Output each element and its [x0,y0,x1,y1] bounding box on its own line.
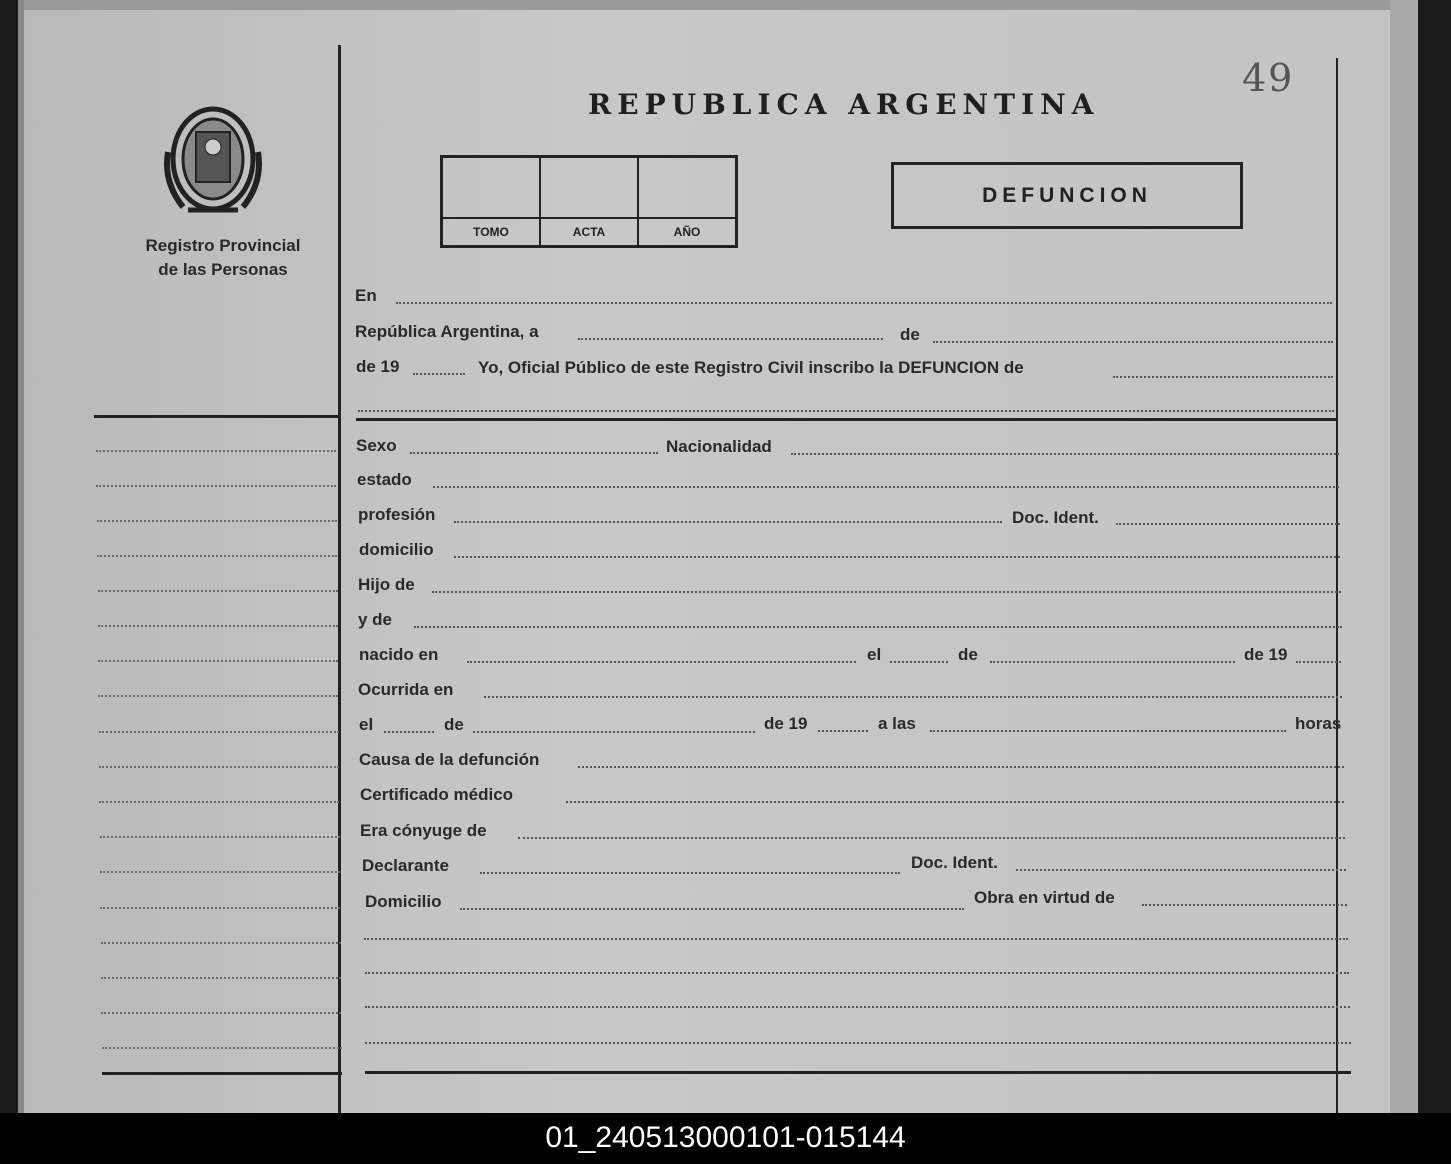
margin-line[interactable] [101,942,341,944]
field-doc-ident-2[interactable] [1016,869,1346,871]
field-certificado[interactable] [566,801,1344,803]
right-margin-line [1336,58,1338,1113]
image-caption: 01_240513000101-015144 [545,1121,906,1154]
label-de-nac: de [958,645,978,664]
label-domicilio: domicilio [359,540,434,559]
field-domicilio[interactable] [454,556,1340,558]
margin-line[interactable] [101,1012,341,1014]
binding-edge [18,0,24,1113]
field-nac-dia[interactable] [890,661,948,663]
label-de-19-nac: de 19 [1244,645,1288,664]
field-def-mes[interactable] [473,731,755,733]
margin-line[interactable] [100,907,340,909]
field-hijo-de[interactable] [432,591,1341,593]
notes-line-2[interactable] [365,972,1349,974]
margin-line[interactable] [100,871,340,873]
margin-line[interactable] [98,590,338,592]
record-type-box: DEFUNCION [891,162,1243,229]
notes-line-3[interactable] [365,1006,1350,1008]
label-nacido-en: nacido en [359,645,439,664]
field-domicilio-2[interactable] [460,908,964,910]
margin-line[interactable] [98,625,338,627]
tomo-label: TOMO [443,217,539,245]
coat-of-arms-seal [158,102,268,217]
section-divider [356,418,1336,421]
label-en: En [355,286,377,305]
margin-line[interactable] [96,450,336,452]
notes-line-4[interactable] [365,1042,1351,1044]
field-dia[interactable] [578,338,883,340]
label-hijo-de: Hijo de [358,575,415,594]
margin-line[interactable] [102,1047,342,1049]
label-sexo: Sexo [356,436,397,455]
acta-label: ACTA [541,217,637,245]
field-hora[interactable] [930,730,1286,732]
record-number-box [440,155,738,248]
label-estado: estado [357,470,412,489]
field-estado[interactable] [433,486,1339,488]
label-domicilio-2: Domicilio [365,892,442,911]
label-de-19: de 19 [356,357,400,376]
field-nacionalidad[interactable] [791,453,1339,455]
label-republica: República Argentina, a [355,322,539,341]
death-record-form [18,0,1418,1113]
registry-name [118,234,328,282]
field-nombre[interactable] [1113,376,1333,378]
field-sexo[interactable] [410,452,658,454]
field-nac-mes[interactable] [990,661,1235,663]
label-horas: horas [1295,714,1342,733]
tomo-cell[interactable] [443,158,541,245]
label-y-de: y de [358,610,393,629]
margin-line[interactable] [97,520,337,522]
label-oficial: Yo, Oficial Público de este Registro Civil inscribo la DEFUNCION de [478,358,1024,377]
label-nacionalidad: Nacionalidad [666,437,772,456]
field-mes[interactable] [933,341,1333,343]
label-conyuge: Era cónyuge de [360,821,487,840]
label-el: el [867,645,882,664]
label-certificado: Certificado médico [360,785,514,804]
field-def-ano[interactable] [818,730,868,732]
ano-label: AÑO [639,217,735,245]
margin-line[interactable] [100,836,340,838]
page-number: 49 [1242,56,1295,100]
margin-top-rule [94,415,338,418]
label-doc-ident: Doc. Ident. [1012,508,1099,527]
field-nac-ano[interactable] [1296,661,1341,663]
label-a-las: a las [878,714,916,733]
field-nombre-cont[interactable] [358,410,1334,412]
label-ocurrida-en: Ocurrida en [358,680,454,699]
margin-line[interactable] [101,977,341,979]
registry-line-2: de las Personas [158,260,288,279]
registry-line-1: Registro Provincial [145,236,301,255]
label-obra: Obra en virtud de [974,888,1115,907]
field-y-de[interactable] [414,626,1342,628]
label-el-2: el [359,715,374,734]
label-de: de [900,325,920,344]
label-doc-ident-2: Doc. Ident. [911,853,998,872]
field-en[interactable] [396,302,1332,304]
acta-cell[interactable] [541,158,639,245]
label-de-2: de [444,715,464,734]
margin-line[interactable] [97,555,337,557]
margin-line[interactable] [98,660,338,662]
page-title: REPUBLICA ARGENTINA [588,88,1100,121]
margin-line[interactable] [99,766,339,768]
field-nacido-en[interactable] [467,661,856,663]
ano-cell[interactable] [639,158,735,245]
margin-line[interactable] [99,801,339,803]
field-declarante[interactable] [480,872,900,874]
field-ocurrida-en[interactable] [484,696,1342,698]
label-causa: Causa de la defunción [359,750,540,769]
field-profesion[interactable] [454,521,1002,523]
margin-bottom-rule [102,1072,342,1075]
label-de-19-def: de 19 [764,714,808,733]
field-causa[interactable] [578,766,1344,768]
field-ano[interactable] [413,373,465,375]
page-right-edge [1390,0,1418,1113]
notes-line-1[interactable] [364,938,1348,940]
field-doc-ident[interactable] [1116,523,1340,525]
field-def-dia[interactable] [384,731,434,733]
margin-line[interactable] [99,731,339,733]
form-bottom-rule [365,1071,1351,1074]
field-conyuge[interactable] [518,837,1345,839]
margin-divider-line [338,45,341,1113]
field-obra[interactable] [1142,904,1347,906]
label-profesion: profesión [358,505,436,524]
margin-line[interactable] [98,695,338,697]
label-declarante: Declarante [362,856,449,875]
margin-line[interactable] [96,485,336,487]
page-top-edge [18,0,1418,10]
